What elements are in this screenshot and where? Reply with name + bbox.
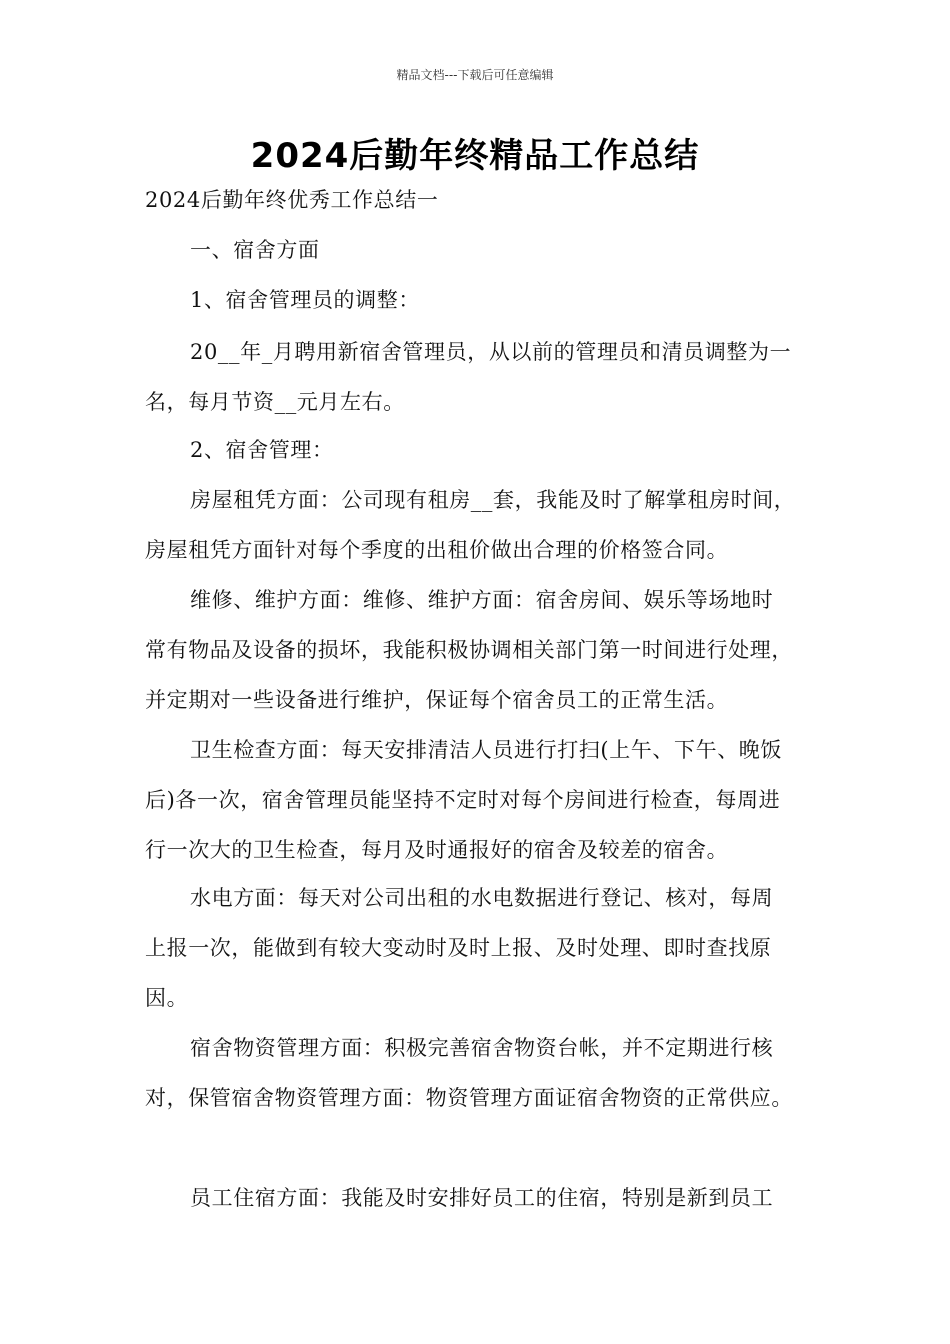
paragraph-line: 宿舍物资管理方面：积极完善宿舍物资台帐，并不定期进行核	[190, 1036, 774, 1060]
paragraph-line: 20__年_月聘用新宿舍管理员，从以前的管理员和清员调整为一	[190, 340, 792, 364]
paragraph-line: 对，保管宿舍物资管理方面：物资管理方面证宿舍物资的正常供应。	[145, 1086, 793, 1110]
page-header: 精品文档---下载后可任意编辑	[396, 68, 554, 82]
paragraph-line: 维修、维护方面：维修、维护方面：宿舍房间、娱乐等场地时	[190, 588, 774, 612]
paragraph-line: 水电方面：每天对公司出租的水电数据进行登记、核对，每周	[190, 886, 774, 910]
paragraph-line: 并定期对一些设备进行维护，保证每个宿舍员工的正常生活。	[145, 688, 729, 712]
paragraph-line: 房屋租凭方面针对每个季度的出租价做出合理的价格签合同。	[145, 538, 729, 562]
item-heading: 2、宿舍管理：	[190, 438, 334, 462]
paragraph-line: 常有物品及设备的损坏，我能积极协调相关部门第一时间进行处理，	[145, 638, 793, 662]
paragraph-line: 后)各一次，宿舍管理员能坚持不定时对每个房间进行检查，每周进	[145, 788, 781, 812]
paragraph-line: 卫生检查方面：每天安排清洁人员进行打扫(上午、下午、晚饭	[190, 738, 782, 762]
document-title: 2024后勤年终精品工作总结	[250, 136, 700, 176]
paragraph-line: 行一次大的卫生检查，每月及时通报好的宿舍及较差的宿舍。	[145, 838, 729, 862]
item-heading: 1、宿舍管理员的调整：	[190, 288, 420, 312]
subsection-heading: 一、宿舍方面	[190, 238, 320, 262]
section-heading: 2024后勤年终优秀工作总结一	[145, 188, 439, 212]
paragraph-line: 房屋租凭方面：公司现有租房__套，我能及时了解掌租房时间，	[190, 488, 796, 512]
paragraph-line: 员工住宿方面：我能及时安排好员工的住宿，特别是新到员工	[190, 1186, 774, 1210]
paragraph-line: 名，每月节资__元月左右。	[145, 390, 405, 414]
paragraph-line: 因。	[145, 986, 189, 1010]
paragraph-line: 上报一次，能做到有较大变动时及时上报、及时处理、即时查找原	[145, 936, 772, 960]
